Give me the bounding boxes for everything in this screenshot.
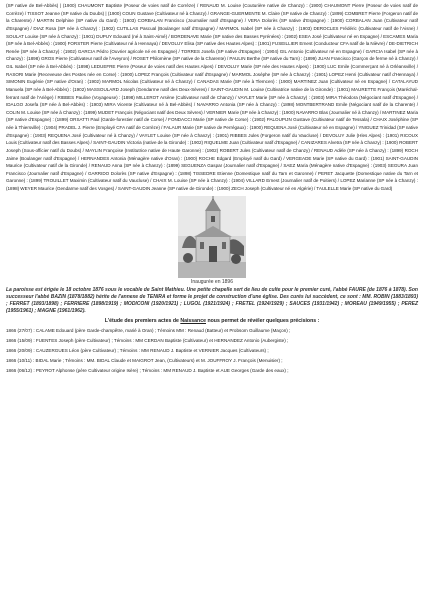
intro-before: L'étude des premiers actes de xyxy=(104,318,181,324)
marriage-register-text xyxy=(6,2,418,193)
birth-event: 1866 (10/11) : BIDAL Marie ; Témoins : MM. BIDAL Claude et MAIGROT Jean, (Cultivateurs) et M. JOUFFROY J. François (Menuisier) ; xyxy=(6,358,283,363)
intro-after: nous permet de révéler quelques précisions : xyxy=(206,318,320,324)
birth-event: 1866 (20/09) : CAUZERGUES Léon (père Cultivateur) ; Témoins : MM RENAUD J. Baptiste et VERNIER Jacques (Cultivateurs) ; xyxy=(6,348,269,353)
birth-events-list xyxy=(6,326,418,376)
birth-event: 1866 (15/09) : FUENTES Joseph (père Cultivateur) ; Témoins : MM CERDAN Baptiste (Cultivateur) et HERNANDEZ Antonio (Aubergiste) ; xyxy=(6,338,289,343)
marriage-register-paragraph: (SP native de Bel-Abbès) | (1900) CHAUMONT Baptiste (Poseur de voies natif de Corrèze) / RENAUD M. Louise (Couturière native de Chanzy) : (1900) CHAUMONT Pierre (Poseur de voies natif de Corrèze) / TISSOT Jeanne (SP native du Doubs) | (1900) COUN Gustave (Cultivateur né à Chanzy) / GRANGE-GUERMENTE M. Claire (SP native de Chanzy) : (1899) COMBRET Pierre (Forgeron natif de la Charente) / MARTIN Delphine (SP native du Gard) : (1903) CORBALAN Francisco (Journalier natif d'Espagne) / VERA Dolorès (SP native d'Espagne) : (1900) CORBALAN Juan (Cultivateur natif d'Espagne) / DIAZ Rosa (SP née à Chanzy) : (1902) CUTILLAS Pascual (Boulanger natif d'Espagne) / MARMOL Isabel (SP née à Chanzy) : (1903) DEROCLES Frédéric (Cultivateur natif de l'Aisne) / SOULAT Louise (SP née à Chanzy) : (1901) DUPUY Edouard (né à Saint-Aimé) / BORDENAVE Marie (SP native des Basses Pyrénées) : (1902) ESEA José (Cultivateur né en Espagne) / ESCAMES Maria (SP née à Bel-Abbès) : (1900) FORSTER Pierre (Cultivateur né à Hennaya) / DEVOLUY Elisa (SP native des Hautes Alpes) : (1901) FUSEILLIER Ernest (Conducteur CFA natif de la Nièvre) / DE-DIETRICH Renée (SP née à Chanzy) : (1902) GARCIA Pédro (Ouvrier agricole né en Espagne) / TORRES Josefa (SP native d'Espagne) : (1904) GIL Antonio (Cultivateur né en Espagne) / GARCIA Isabel (SP née à Chanzy) : (1898) GROS Pierre (Cultivateur natif de l'Aveyron) / ROSET Philomène (SP native de la Charente) / PAULIN Berthe (SP native du Tarn) : (1899) JUAN Francisco (Garçon de ferme né à Chanzy) / GIL Isabel (SP née à Bel-Abbès) : (1898) LEDUEFRE Pierre (Poseur de voies natif des Hautes Alpes) / DEVOLUY Marie (SP née des Hautes Alpes) : (1900) LUC Emile (Commerçant né à Orléansville) / RASORI Marie (Receveuse des Postes née en Corse) : (1900) LOPEZ François (Cultivateur natif d'Espagne) / MARMOL Joséphe (SP née à Chanzy) : (1901) LOPEZ Henri (Cultivateur natif d'Hennaya) / SIMONIN Eugénie (SP native d'Oran) : (1902) MARMOL Nicolas (Cultivateur né à Chanzy) / CANADAS Marie (SP née à Tlemcen) : (1900) MARTINEZ Juan (Cultivateur né en Espagne) / CATALAYUD Manuela (SP née à Bel-Abbès) : (1902) MASSOULARD Joseph (Gendarme natif des Deux-Sèvres) / SAINT-GAUDIN M. Louise (Cultivatrice native de la Gironde) : (1901) MAURETTE François (Maréchal-ferrant natif de l'Ariège) / RIBBES Pauline (Voyageuse) : (1898) MILLEROT Arsène (Cultivateur natif de Chanzy) / VAYLET Marie (SP née à Chanzy) : (1903) MIRA Théodora (Négociant natif d'Espagne) / IDALGO Josefa (SP née à Bel-Abbès) : (1903) MIRA Vicente (Cultivateur né à Bel-Abbès) / NAVARRO Antonia (SP née à Chanzy) : (1898) MONTBERTRAND Emile (Négociant natif de la Charente) / COLIN M. Louise (SP née à Chanzy) : (1899) MUDET François (Négociant natif des Deux Sèvres) / VERNIER Marie (SP née à Chanzy) : (1900) NAVARRO Blas (Journalier né à Chanzy) / MARTINEZ Maria (SP native d'Espagne) : (1899) ORSATTI Paul (Garde-forestier natif de Corse) / FONDACCI Marie (SP native de Corse) : (1902) PALOUPIJN Gustave (Cultivateur natif de Tessala) / CHAIX Joséphine (SP née à Thiersville) : (1904) PRADEL J. Pierre (Employé CFA natif de Corrèze) / FALAUR Marie (SP native de Perrégaux) : (1900) REQUENA José (Cultivateur né en Espagne) / YNIGUEZ Trinidad (SP native d'Espagne) : (1903) REQUENA José (Cultivateur né à Chanzy) / VAYLET Louise (SP née à Chanzy) : (1901) RIBBES Jules (Forgeron natif du Vaucluse) / DEVOLUY Julie (Hles Alpes) : (1901) RICOUX Louis (Cultivateur natif des Basses Alpes) / SAINT-GAUDIN Victoria (native de la Gironde) : (1902) RIQUELME Juan (Cultivateur natif d'Espagne) / CANIZARES Alvetra (SP née à Chanzy) : (1900) ROBERT Joseph (Sous-officier natif du Doubs) / MAYLIN Françoise (Institutrice native de Haute Garonne) : (1902) ROBERT Jules (Cultivateur natif de Chanzy) / RENAUD Adèle (SP née à Chanzy) : (1899) ROCH Jaime (Boulanger natif d'Espagne) / HERNANDES Antonia (Ménagère native d'Oran) : (1900) ROCHE Edgard (Employé natif du Gard) / VERGEADE Marie (SP native du Gard) : (1901) SAINT-GAUDIN Maurice (Cultivateur natif de la Gironde) / RENAUD Anna (SP née à Chanzy) : (1899) SEGUENZA Gaspar (Journalier natif d'Espagne) / SAEZ Maria (Ménagère native d'Espagne) : (1903) SEGURA Juan Francisco (Journalier natif d'Espagne) / GARRIDO Dolorès (SP native d'Espagne) : (1898) TISSEDRE Etienne (Domestique natif du Tarn et Garonne) / PERET Jacquette (Domestique native du Tarn et Garonne) : (1899) TROUILLET Maximin (Cultivateur natif du Vaucluse) / CHAIX M. Louise (SP née à Chanzy) : (1904) VILLARD Ernest (Journalier natif de Poitiers) / LOPEZ Marianne (SP née à Chanzy) : (1898) WEYER Maurice (Gendarme natif des Vosges) / SAINT-GAUDIN Jeanne (SP native de Gironde) : (1900) ZECH Joseph (Cultivateur né en Algérie) / TAULELLE Marie (SP native du Gard) xyxy=(6,3,418,191)
birth-event: 1866 (27/07) : CALAME Edouard (père Garde-champêtre, marié à Oran) ; Témoins MM : Renaud (Batteur) et Probsom Guillaume (Maçon) ; xyxy=(6,328,291,333)
parish-history: La paroisse est érigée le 18 octobre 1876 sous le vocable de Saint Mathieu. Une petite chapelle sert de lieu de culte pour le premier curé, l'abbé FAURE (de 1876 à 1878). Son successeur l'abbé BAZIN (1878/1882) hérite de l'annexe de TENIRA et forme le projet de construction d'une église. Des curés lui succèdent, ce sont : MM. ROBIN (1883/1893) ; FERRET (1893/1898) ; FERRIERE (1898/1919) ; MODICONI (1920/1921) ; LUGOL (1921/1924) ; FRETEL (1924/1929) ; SAUCES (1931/1942) ; MOREAU (1949/1955) ; PEREZ (1955/1961) ; MAGNE (1961/1962). xyxy=(6,287,418,314)
birth-records-intro xyxy=(6,318,418,324)
birth-event: 1866 (06/12) : PEYROT Alphonse (père Cultivateur origine Isère) ; Témoins : MM RENAUD J. Baptiste et AUE Georges (Garde des eaux) ; xyxy=(6,368,289,373)
church-photo xyxy=(178,196,246,278)
photo-caption: Inaugurée en 1896 xyxy=(191,279,233,285)
intro-underlined: Naissance xyxy=(180,318,206,324)
